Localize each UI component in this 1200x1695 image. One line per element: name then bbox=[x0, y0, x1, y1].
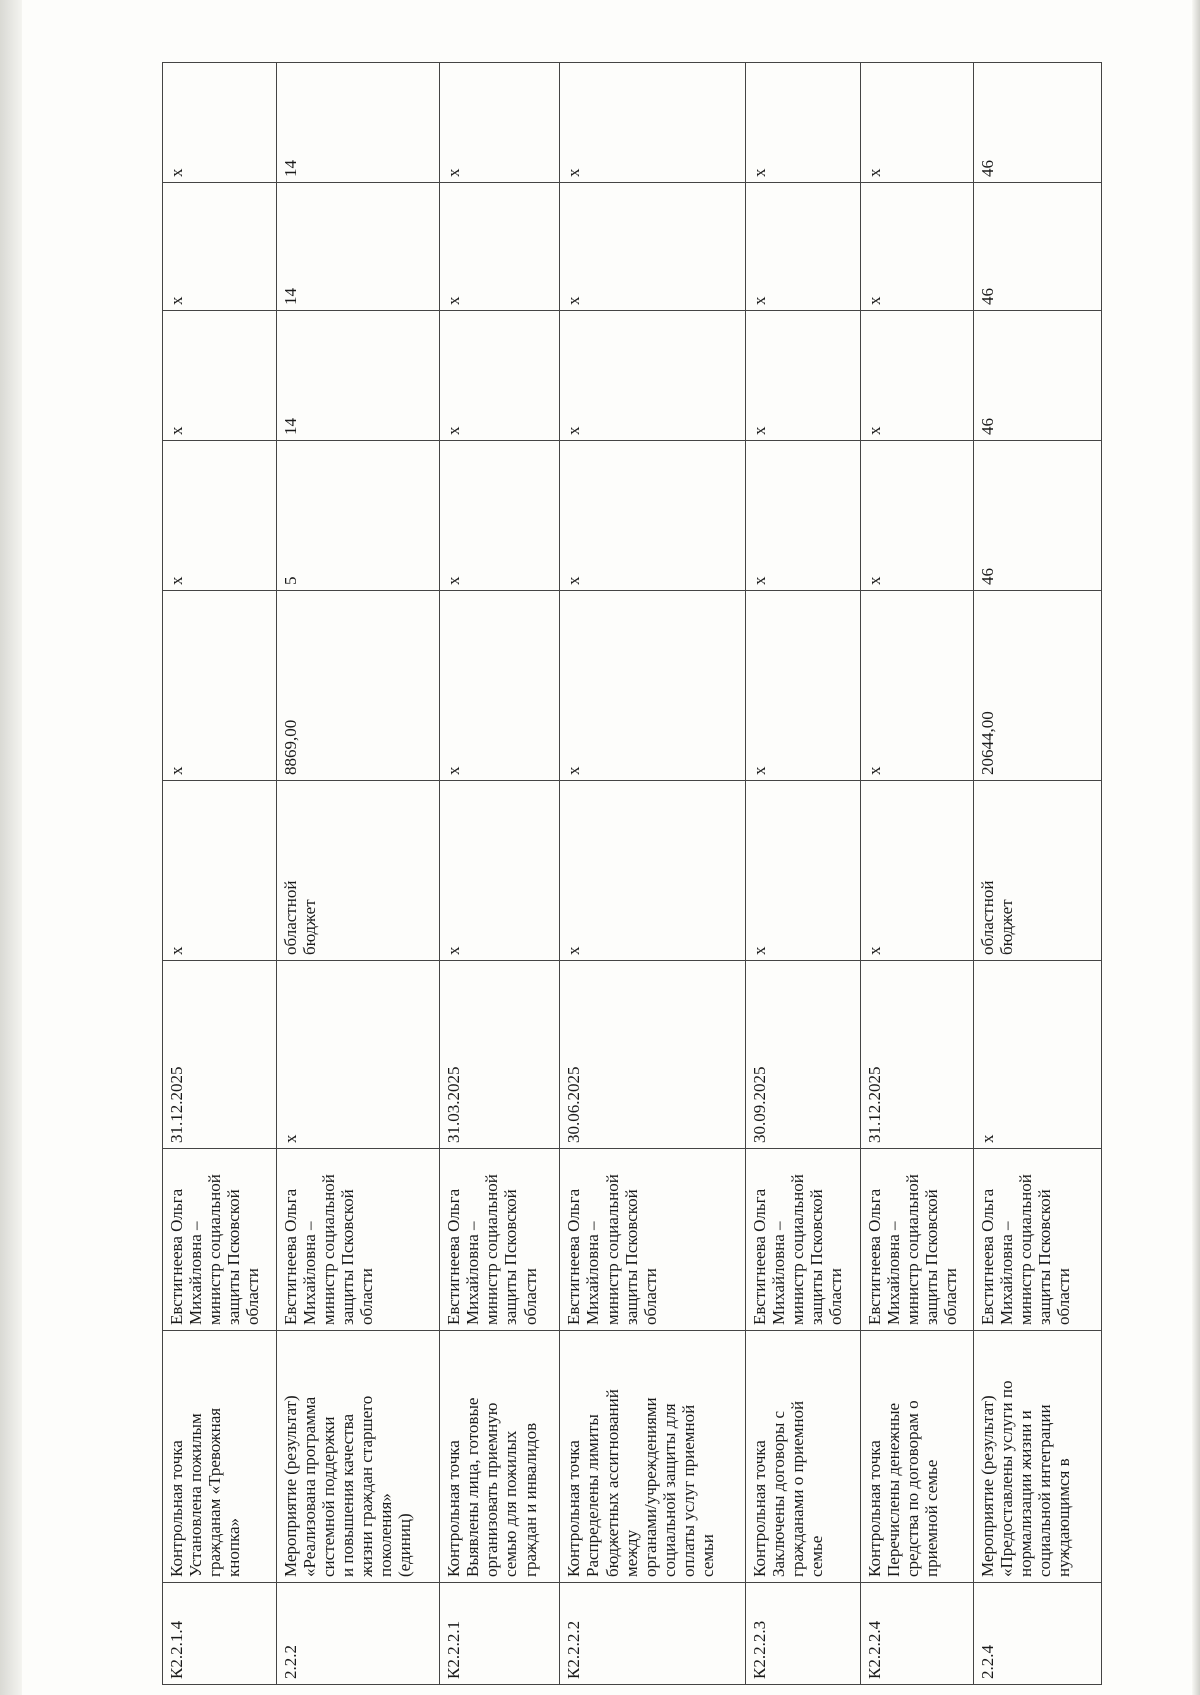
description-line: организовать приемную bbox=[482, 1402, 502, 1577]
description-line: гражданам «Тревожная bbox=[205, 1407, 225, 1577]
funding-amount: х bbox=[564, 766, 584, 775]
description-line: органами/учреждениями bbox=[640, 1397, 660, 1577]
table-row bbox=[860, 63, 974, 1685]
funding-source-cell bbox=[745, 781, 860, 961]
responsible-line: Михайловна – bbox=[463, 1221, 483, 1325]
description-line: бюджетных ассигнований bbox=[602, 1389, 622, 1577]
description-line: семью для пожилых bbox=[501, 1430, 521, 1577]
description-line: Контрольная точка bbox=[864, 1440, 884, 1577]
description-line: Распределены лимиты bbox=[583, 1414, 603, 1577]
indicator-value: х bbox=[749, 296, 769, 305]
description-line: гражданами о приемной bbox=[788, 1400, 808, 1577]
responsible-line: министр социальной bbox=[318, 1174, 338, 1325]
indicator-value: х bbox=[444, 168, 464, 177]
funding-source-line: х bbox=[749, 946, 769, 955]
indicator-value: х bbox=[167, 426, 186, 435]
indicator-value: х bbox=[564, 296, 584, 305]
funding-source-cell bbox=[974, 781, 1102, 961]
description-line: (единиц) bbox=[394, 1513, 414, 1577]
funding-source-cell bbox=[440, 781, 560, 961]
date-cell bbox=[974, 961, 1102, 1149]
row-code: 2.2.4 bbox=[978, 1645, 998, 1679]
responsible-line: Михайловна – bbox=[186, 1221, 206, 1325]
indicator-value: х bbox=[167, 296, 186, 305]
description-line: «Реализована программа bbox=[299, 1396, 319, 1577]
description-line: социальной интеграции bbox=[1035, 1404, 1055, 1577]
indicator-value: х bbox=[167, 576, 186, 585]
funding-source-line: х bbox=[167, 946, 186, 955]
value-cell-v2 bbox=[440, 311, 560, 441]
responsible-line: Евстигнеева Ольга bbox=[444, 1188, 464, 1325]
indicator-value: 5 bbox=[280, 576, 300, 585]
row-code: К2.2.1.4 bbox=[167, 1620, 186, 1679]
description-cell bbox=[276, 1331, 440, 1583]
value-cell-v2 bbox=[163, 311, 277, 441]
table-row bbox=[745, 63, 860, 1685]
indicator-value: х bbox=[167, 168, 186, 177]
description-line: приемной семье bbox=[921, 1459, 941, 1577]
indicator-value: х bbox=[749, 168, 769, 177]
table-row bbox=[276, 63, 440, 1685]
description-line: между bbox=[621, 1529, 641, 1577]
responsible-line: Михайловна – bbox=[299, 1221, 319, 1325]
responsible-line: защиты Псковской bbox=[621, 1189, 641, 1325]
description-line: кнопка» bbox=[224, 1517, 244, 1577]
scan-edge-right bbox=[1192, 0, 1200, 1695]
description-line: Перечислены денежные bbox=[883, 1402, 903, 1577]
description-line: поколения» bbox=[375, 1493, 395, 1577]
responsible-line: защиты Псковской bbox=[807, 1189, 827, 1325]
amount-cell bbox=[163, 591, 277, 781]
funding-source-line: областной bbox=[280, 880, 300, 955]
indicator-value: 46 bbox=[978, 418, 998, 435]
value-cell-v2 bbox=[974, 311, 1102, 441]
description-line: Выявлены лица, готовые bbox=[463, 1397, 483, 1577]
responsible-line: области bbox=[1054, 1268, 1074, 1325]
description-line: жизни граждан старшего bbox=[356, 1395, 376, 1577]
value-cell-v1 bbox=[276, 441, 440, 591]
table-row bbox=[163, 63, 277, 1685]
description-line: Мероприятие (результат) bbox=[280, 1395, 300, 1577]
description-line: оплаты услуг приемной bbox=[678, 1404, 698, 1577]
value-cell-v1 bbox=[974, 441, 1102, 591]
deadline-date: 31.12.2025 bbox=[864, 1066, 884, 1143]
value-cell-v1 bbox=[745, 441, 860, 591]
responsible-line: защиты Псковской bbox=[921, 1189, 941, 1325]
value-cell-v3 bbox=[440, 183, 560, 311]
responsible-cell bbox=[745, 1149, 860, 1331]
description-line: средства по договорам о bbox=[902, 1400, 922, 1577]
value-cell-v2 bbox=[276, 311, 440, 441]
responsible-line: Михайловна – bbox=[997, 1221, 1017, 1325]
responsible-line: Евстигнеева Ольга bbox=[564, 1188, 584, 1325]
funding-source-cell bbox=[163, 781, 277, 961]
description-cell bbox=[745, 1331, 860, 1583]
date-cell bbox=[560, 961, 746, 1149]
indicator-value: х bbox=[444, 296, 464, 305]
funding-amount: х bbox=[167, 766, 186, 775]
description-line: семьи bbox=[697, 1534, 717, 1577]
funding-amount: х bbox=[864, 766, 884, 775]
responsible-line: защиты Псковской bbox=[224, 1189, 244, 1325]
deadline-date: х bbox=[280, 1134, 300, 1143]
value-cell-v3 bbox=[560, 183, 746, 311]
table-row bbox=[974, 63, 1102, 1685]
deadline-date: 31.03.2025 bbox=[444, 1066, 464, 1143]
value-cell-v1 bbox=[440, 441, 560, 591]
rotated-document-page bbox=[162, 63, 1102, 1685]
responsible-line: защиты Псковской bbox=[337, 1189, 357, 1325]
indicator-value: х bbox=[444, 576, 464, 585]
indicator-value: х bbox=[749, 426, 769, 435]
value-cell-v3 bbox=[163, 183, 277, 311]
date-cell bbox=[860, 961, 974, 1149]
description-cell bbox=[560, 1331, 746, 1583]
description-line: нуждающимся в bbox=[1054, 1458, 1074, 1577]
description-line: Контрольная точка bbox=[444, 1440, 464, 1577]
description-line: Контрольная точка bbox=[167, 1440, 186, 1577]
description-line: и повышения качества bbox=[337, 1413, 357, 1577]
code-cell bbox=[745, 1583, 860, 1685]
amount-cell bbox=[276, 591, 440, 781]
indicator-value: 14 bbox=[280, 288, 300, 305]
indicator-value: 46 bbox=[978, 288, 998, 305]
code-cell bbox=[560, 1583, 746, 1685]
row-code: К2.2.2.1 bbox=[444, 1620, 464, 1679]
description-line: «Предоставлены услуги по bbox=[997, 1380, 1017, 1577]
value-cell-v4 bbox=[560, 63, 746, 183]
responsible-line: Евстигнеева Ольга bbox=[749, 1188, 769, 1325]
row-code: К2.2.2.4 bbox=[864, 1620, 884, 1679]
indicator-value: х bbox=[864, 296, 884, 305]
value-cell-v4 bbox=[745, 63, 860, 183]
value-cell-v3 bbox=[745, 183, 860, 311]
description-line: системной поддержки bbox=[318, 1416, 338, 1577]
measures-table bbox=[162, 62, 1102, 1685]
indicator-value: 14 bbox=[280, 418, 300, 435]
deadline-date: х bbox=[978, 1134, 998, 1143]
responsible-line: области bbox=[356, 1268, 376, 1325]
responsible-line: Михайловна – bbox=[583, 1221, 603, 1325]
responsible-line: Михайловна – bbox=[883, 1221, 903, 1325]
indicator-value: х bbox=[864, 168, 884, 177]
deadline-date: 30.09.2025 bbox=[749, 1066, 769, 1143]
code-cell bbox=[276, 1583, 440, 1685]
funding-source-cell bbox=[560, 781, 746, 961]
funding-source-line: х bbox=[864, 946, 884, 955]
responsible-line: области bbox=[640, 1268, 660, 1325]
description-line: семье bbox=[807, 1535, 827, 1577]
responsible-line: защиты Псковской bbox=[501, 1189, 521, 1325]
indicator-value: 14 bbox=[280, 160, 300, 177]
responsible-line: защиты Псковской bbox=[1035, 1189, 1055, 1325]
row-code: К2.2.2.3 bbox=[749, 1620, 769, 1679]
value-cell-v2 bbox=[560, 311, 746, 441]
code-cell bbox=[860, 1583, 974, 1685]
value-cell-v1 bbox=[163, 441, 277, 591]
deadline-date: 30.06.2025 bbox=[564, 1066, 584, 1143]
value-cell-v2 bbox=[745, 311, 860, 441]
funding-source-line: бюджет bbox=[299, 899, 319, 955]
responsible-line: Михайловна – bbox=[769, 1221, 789, 1325]
amount-cell bbox=[560, 591, 746, 781]
responsible-line: области bbox=[520, 1268, 540, 1325]
responsible-line: Евстигнеева Ольга bbox=[167, 1188, 186, 1325]
description-line: социальной защиты для bbox=[659, 1403, 679, 1577]
responsible-line: министр социальной bbox=[902, 1174, 922, 1325]
funding-source-line: х bbox=[564, 946, 584, 955]
funding-source-cell bbox=[860, 781, 974, 961]
value-cell-v4 bbox=[860, 63, 974, 183]
code-cell bbox=[440, 1583, 560, 1685]
funding-amount: х bbox=[749, 766, 769, 775]
date-cell bbox=[276, 961, 440, 1149]
funding-amount: х bbox=[444, 766, 464, 775]
responsible-cell bbox=[440, 1149, 560, 1331]
table-row bbox=[440, 63, 560, 1685]
funding-source-cell bbox=[276, 781, 440, 961]
indicator-value: х bbox=[564, 426, 584, 435]
date-cell bbox=[163, 961, 277, 1149]
responsible-cell bbox=[974, 1149, 1102, 1331]
value-cell-v3 bbox=[276, 183, 440, 311]
indicator-value: х bbox=[864, 426, 884, 435]
value-cell-v4 bbox=[440, 63, 560, 183]
description-line: Установлена пожилым bbox=[186, 1413, 206, 1577]
indicator-value: 46 bbox=[978, 568, 998, 585]
value-cell-v1 bbox=[560, 441, 746, 591]
description-cell bbox=[860, 1331, 974, 1583]
amount-cell bbox=[440, 591, 560, 781]
value-cell-v4 bbox=[974, 63, 1102, 183]
date-cell bbox=[440, 961, 560, 1149]
description-line: нормализации жизни и bbox=[1016, 1410, 1036, 1577]
responsible-line: министр социальной bbox=[1016, 1174, 1036, 1325]
description-line: Мероприятие (результат) bbox=[978, 1395, 998, 1577]
funding-amount: 20644,00 bbox=[978, 711, 998, 775]
deadline-date: 31.12.2025 bbox=[167, 1066, 186, 1143]
table-row bbox=[560, 63, 746, 1685]
description-cell bbox=[440, 1331, 560, 1583]
value-cell-v2 bbox=[860, 311, 974, 441]
funding-amount: 8869,00 bbox=[280, 719, 300, 775]
code-cell bbox=[974, 1583, 1102, 1685]
responsible-line: Евстигнеева Ольга bbox=[978, 1188, 998, 1325]
responsible-cell bbox=[860, 1149, 974, 1331]
description-line: Заключены договоры с bbox=[769, 1410, 789, 1577]
description-cell bbox=[974, 1331, 1102, 1583]
responsible-line: Евстигнеева Ольга bbox=[864, 1188, 884, 1325]
responsible-cell bbox=[560, 1149, 746, 1331]
funding-source-line: областной bbox=[978, 880, 998, 955]
code-cell bbox=[163, 1583, 277, 1685]
value-cell-v3 bbox=[974, 183, 1102, 311]
responsible-line: области bbox=[243, 1268, 263, 1325]
description-cell bbox=[163, 1331, 277, 1583]
indicator-value: х bbox=[749, 576, 769, 585]
row-code: К2.2.2.2 bbox=[564, 1620, 584, 1679]
value-cell-v1 bbox=[860, 441, 974, 591]
row-code: 2.2.2 bbox=[280, 1645, 300, 1679]
amount-cell bbox=[974, 591, 1102, 781]
responsible-cell bbox=[163, 1149, 277, 1331]
description-line: Контрольная точка bbox=[564, 1440, 584, 1577]
responsible-line: министр социальной bbox=[788, 1174, 808, 1325]
indicator-value: 46 bbox=[978, 160, 998, 177]
scan-edge-left bbox=[0, 0, 22, 1695]
value-cell-v4 bbox=[163, 63, 277, 183]
description-line: граждан и инвалидов bbox=[520, 1422, 540, 1577]
funding-source-line: х bbox=[444, 946, 464, 955]
responsible-line: министр социальной bbox=[602, 1174, 622, 1325]
indicator-value: х bbox=[564, 576, 584, 585]
amount-cell bbox=[745, 591, 860, 781]
value-cell-v4 bbox=[276, 63, 440, 183]
responsible-line: области bbox=[940, 1268, 960, 1325]
responsible-line: области bbox=[826, 1268, 846, 1325]
responsible-line: министр социальной bbox=[205, 1174, 225, 1325]
funding-source-line: бюджет bbox=[997, 899, 1017, 955]
responsible-line: министр социальной bbox=[482, 1174, 502, 1325]
responsible-line: Евстигнеева Ольга bbox=[280, 1188, 300, 1325]
indicator-value: х bbox=[864, 576, 884, 585]
indicator-value: х bbox=[444, 426, 464, 435]
responsible-cell bbox=[276, 1149, 440, 1331]
amount-cell bbox=[860, 591, 974, 781]
description-line: Контрольная точка bbox=[749, 1440, 769, 1577]
value-cell-v3 bbox=[860, 183, 974, 311]
date-cell bbox=[745, 961, 860, 1149]
indicator-value: х bbox=[564, 168, 584, 177]
